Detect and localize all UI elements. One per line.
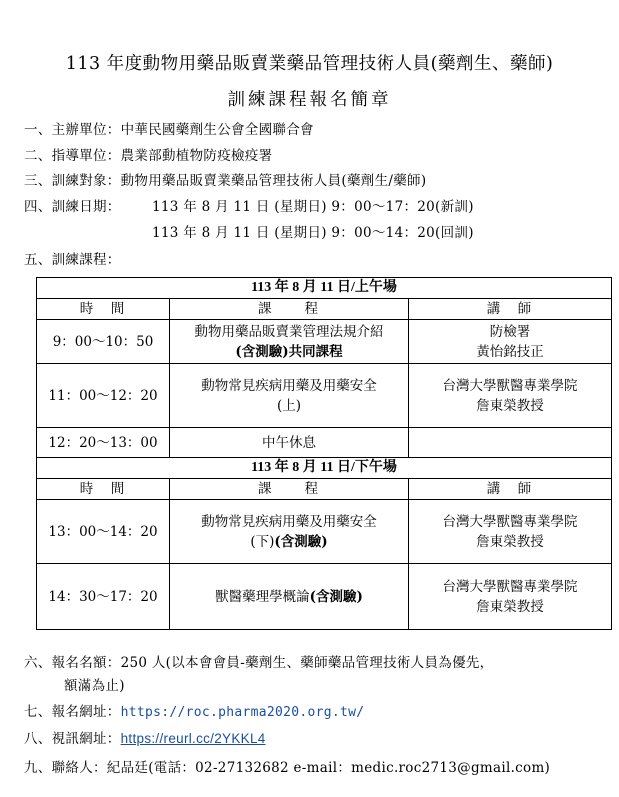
exam-note: (含測驗) [235,343,289,360]
quota-line: 六、報名名額：250 人(以本會會員-藥劑生、藥師藥品管理技術人員為優先， [24,655,494,671]
lecturer-name: 詹東榮教授 [476,533,544,550]
lecturer-org: 防檢署 [489,323,531,340]
morning-section-header [37,278,612,299]
exam-note: (含測驗) [274,533,328,550]
row-course [170,564,409,630]
supervisor-line: 二、指導單位：農業部動植物防疫檢疫署 [24,148,273,164]
afternoon-title: 113 年 8 月 11 日/下午場 [37,458,612,479]
row-time: 13：00～14：20 [37,500,170,564]
row-course [170,364,409,428]
afternoon-section-header [37,458,612,479]
table-row [37,564,612,630]
date-return: 113 年 8 月 11 日 (星期日) 9：00～14：20(回訓) [152,225,474,241]
lecturer-name: 詹東榮教授 [476,598,544,615]
page-title: 113 年度動物用藥品販賣業藥品管理技術人員(藥劑生、藥師) [65,54,554,74]
audience-line: 三、訓練對象：動物用藥品販賣業藥品管理技術人員(藥劑生/藥師) [24,173,427,189]
morning-title: 113 年 8 月 11 日/上午場 [37,278,612,299]
signup-link[interactable]: https://roc.pharma2020.org.tw/ [120,705,365,720]
row-time: 14：30～17：20 [37,564,170,630]
course-text: (下) [250,533,275,550]
row-lecturer [409,320,612,364]
row-lecturer [409,500,612,564]
row-lecturer [409,428,612,458]
row-course: 中午休息 [170,428,409,458]
row-lecturer [409,564,612,630]
header-time: 時 間 [37,479,170,500]
quota-line-cont: 額滿為止) [64,678,125,694]
course-text: 動物常見疾病用藥及用藥安全 [201,513,377,530]
course-text: 動物常見疾病用藥及用藥安全 [201,377,377,394]
date-label: 四、訓練日期： [24,199,121,215]
date-new: 113 年 8 月 11 日 (星期日) 9：00～17：20(新訓) [152,199,474,215]
signup-line [24,700,364,720]
page-subtitle: 訓練課程報名簡章 [227,90,392,110]
lecturer-name: 黃怡銘技正 [476,343,544,360]
exam-note: (含測驗) [309,588,363,605]
lecturer-org: 台灣大學獸醫專業學院 [442,513,578,530]
row-course [170,320,409,364]
video-label: 八、視訊網址： [24,731,121,747]
row-time: 9：00～10：50 [37,320,170,364]
course-text: 共同課程 [288,343,343,360]
row-course [170,500,409,564]
header-course: 課 程 [170,299,409,320]
table-row [37,320,612,364]
table-header-row [37,299,612,320]
organizer-line: 一、主辦單位：中華民國藥劑生公會全國聯合會 [24,122,314,138]
table-header-row [37,479,612,500]
row-time: 11：00～12：20 [37,364,170,428]
lecturer-name: 詹東榮教授 [476,397,544,414]
header-time: 時 間 [37,299,170,320]
header-lecturer: 講 師 [409,299,612,320]
table-row [37,428,612,458]
course-label: 五、訓練課程： [24,252,121,268]
table-row [37,364,612,428]
course-text: 動物用藥品販賣業管理法規介紹 [194,323,384,340]
header-course: 課 程 [170,479,409,500]
course-text: 獸醫藥理學概論 [215,588,310,605]
row-lecturer [409,364,612,428]
row-time: 12：20～13：00 [37,428,170,458]
contact-line: 九、聯絡人：紀品廷(電話：02-27132682 e-mail：medic.roc2713@gmail.com) [24,760,551,776]
lecturer-org: 台灣大學獸醫專業學院 [442,377,578,394]
signup-label: 七、報名網址： [24,704,121,720]
course-text: (上) [276,397,302,414]
header-lecturer: 講 師 [409,479,612,500]
video-link[interactable]: https://reurl.cc/2YKKL4 [120,731,266,746]
lecturer-org: 台灣大學獸醫專業學院 [442,578,578,595]
schedule-table [36,277,612,630]
video-line [24,727,266,747]
table-row [37,500,612,564]
